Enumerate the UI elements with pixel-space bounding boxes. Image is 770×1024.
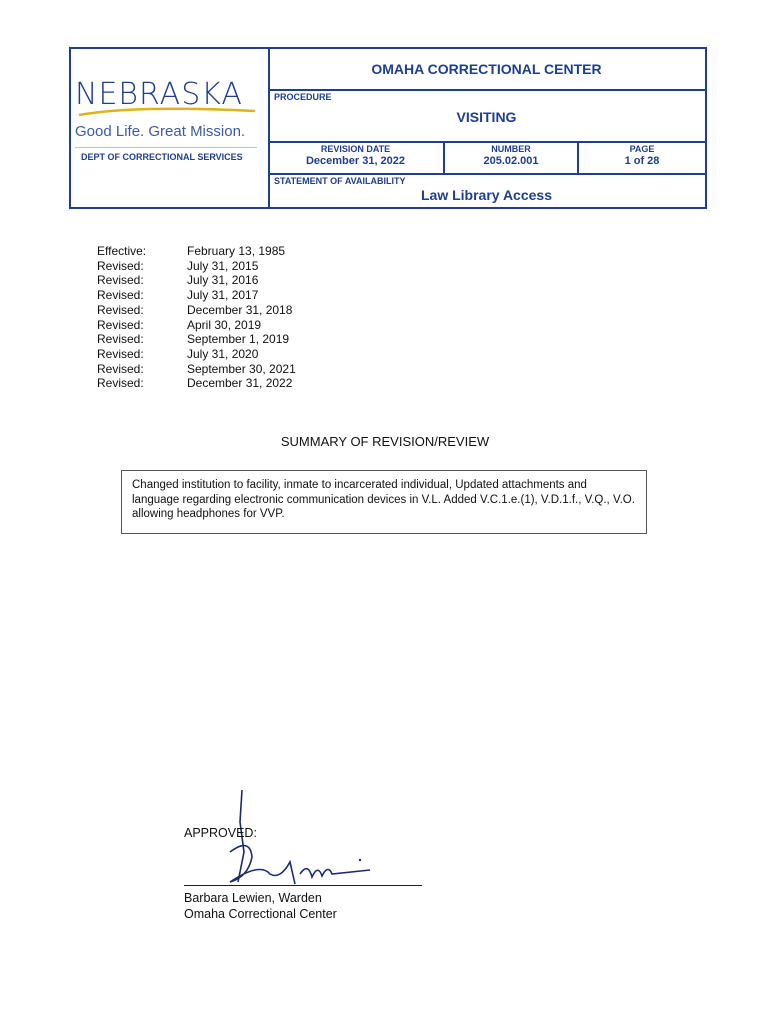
number-value: 205.02.001 xyxy=(483,155,539,167)
logo-swoosh-icon xyxy=(77,105,257,119)
page-value: 1 of 28 xyxy=(624,155,660,167)
facility-title: OMAHA CORRECTIONAL CENTER xyxy=(268,49,705,91)
number-label: NUMBER xyxy=(491,144,531,154)
availability-value: Law Library Access xyxy=(421,187,552,203)
availability-label: STATEMENT OF AVAILABILITY xyxy=(274,176,406,186)
signer-organization: Omaha Correctional Center xyxy=(184,907,337,921)
list-item: Revised: December 31, 2018 xyxy=(97,302,293,317)
document-header xyxy=(69,47,707,209)
procedure-label: PROCEDURE xyxy=(274,92,332,102)
procedure-value: VISITING xyxy=(456,109,517,125)
revision-date-value: December 31, 2022 xyxy=(305,155,406,167)
list-item: Effective: February 13, 1985 xyxy=(97,244,286,258)
revision-date-label: REVISION DATE xyxy=(320,144,391,154)
list-item: Revised: September 30, 2021 xyxy=(97,361,296,376)
number-cell xyxy=(445,141,579,173)
revision-history xyxy=(97,244,296,391)
signer-block xyxy=(184,890,337,922)
procedure-row xyxy=(268,89,705,143)
list-item: Revised: December 31, 2022 xyxy=(97,376,293,391)
list-item: Revised: July 31, 2016 xyxy=(97,273,259,288)
approved-label: APPROVED: xyxy=(184,826,257,840)
signature-line xyxy=(184,885,422,886)
department-name: DEPT OF CORRECTIONAL SERVICES xyxy=(81,152,243,162)
list-item: Revised: July 31, 2020 xyxy=(97,346,259,361)
list-item: Revised: September 1, 2019 xyxy=(97,332,290,347)
logo-tagline: Good Life. Great Mission. xyxy=(75,123,246,140)
revision-row xyxy=(268,141,705,175)
agency-logo xyxy=(71,49,270,207)
signer-name: Barbara Lewien, Warden xyxy=(184,891,322,905)
summary-box: Changed institution to facility, inmate to incarcerated individual, Updated attachments and language regarding electronic communication devices in V.L. Added V.C.1.e.(1), V.D.1.f., V.Q., V.O. allowing headphones for VVP. xyxy=(121,470,647,534)
list-item: Revised: July 31, 2015 xyxy=(97,258,259,273)
list-item: Revised: April 30, 2019 xyxy=(97,317,262,332)
list-item: Revised: July 31, 2017 xyxy=(97,288,259,303)
page-label: PAGE xyxy=(629,144,655,154)
logo-wordmark: NEBRASKA xyxy=(75,77,243,112)
summary-title: SUMMARY OF REVISION/REVIEW xyxy=(280,434,490,449)
availability-row xyxy=(268,173,705,207)
revision-date-cell xyxy=(268,141,445,173)
logo-divider xyxy=(75,147,257,148)
page-cell xyxy=(579,141,705,173)
